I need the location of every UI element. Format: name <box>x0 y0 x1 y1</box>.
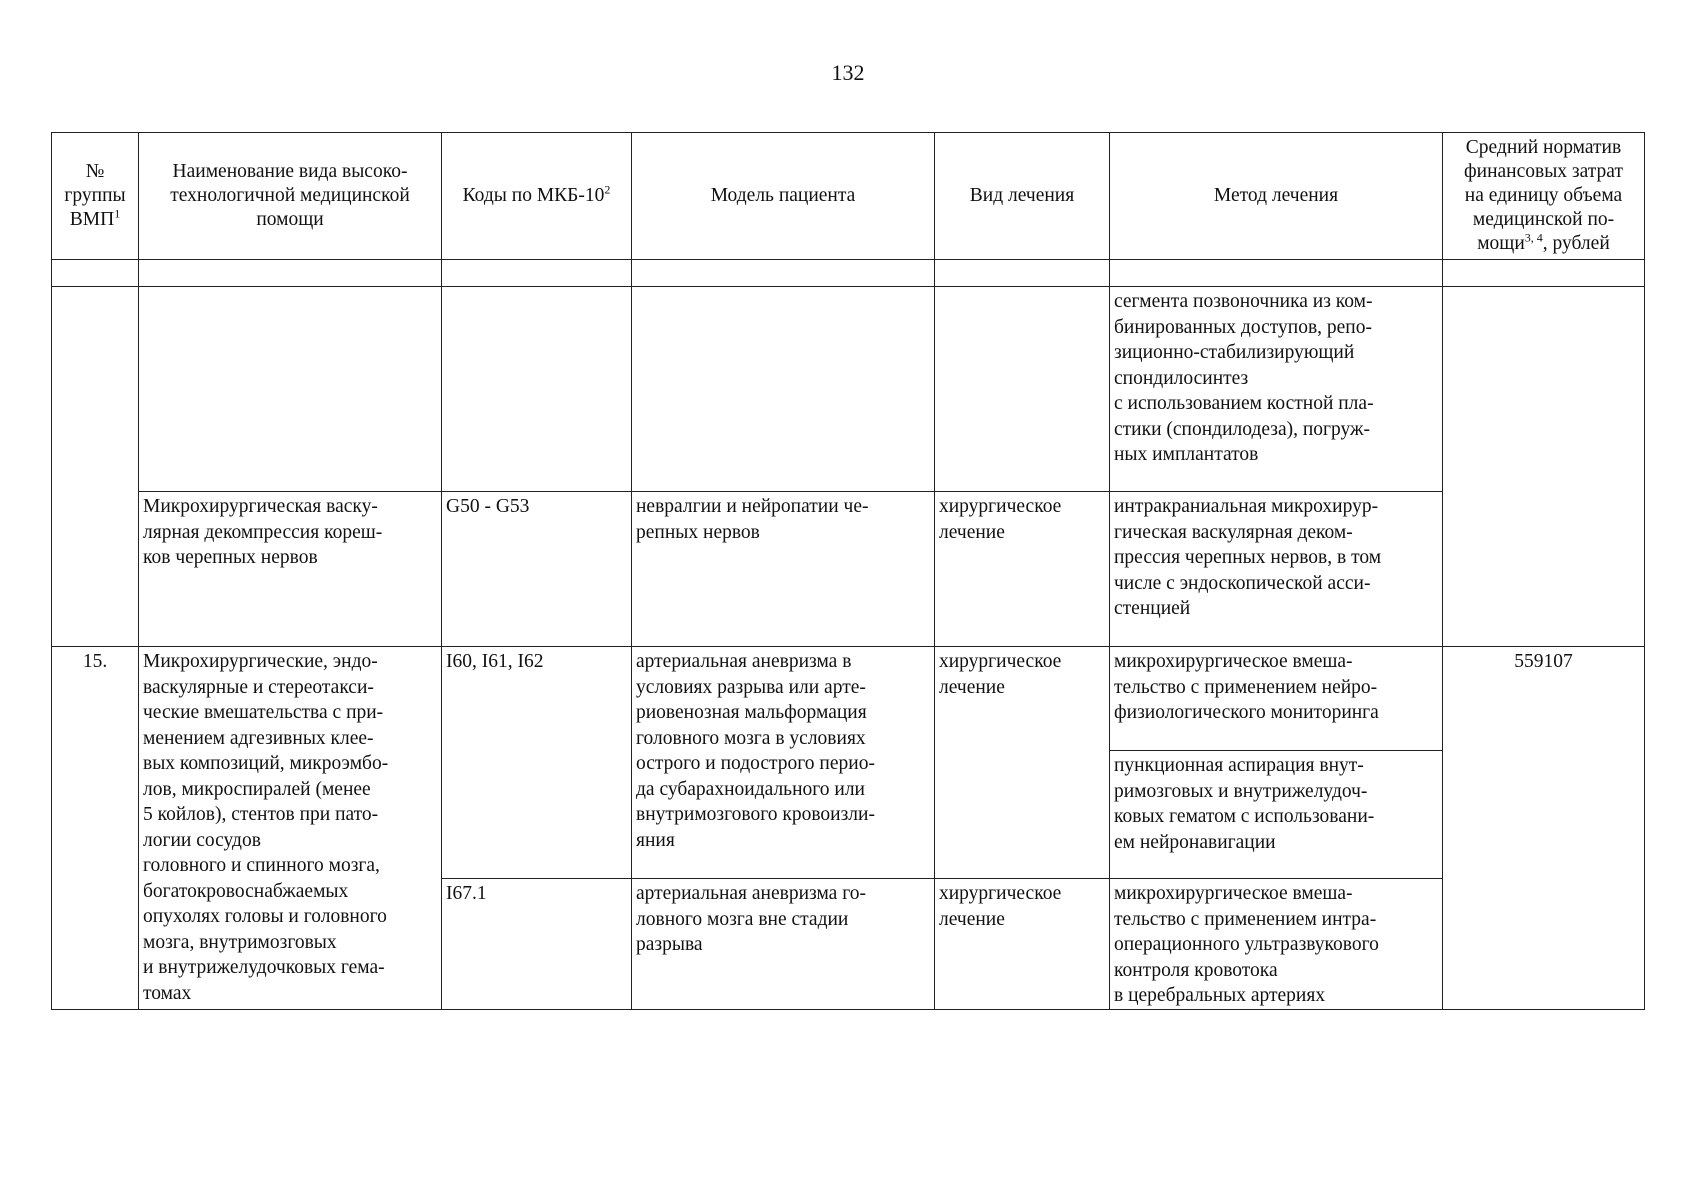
model-cell: невралгии и нейропатии че- репных нервов <box>632 492 935 647</box>
header-treatment-method: Метод лечения <box>1110 133 1443 260</box>
table-row <box>52 492 1645 647</box>
model-cell: артериальная аневризма в условиях разрыва или арте- риовенозная мальформация головного мозга в условиях острого и подострого перио- да субарахноидального или внутримозгового кровоизли- яния <box>632 647 935 879</box>
treatment-cell: хирургическое лечение <box>935 492 1110 647</box>
method-cell: микрохирургическое вмеша- тельство с применением нейро- физиологического мониторинга <box>1110 647 1443 751</box>
method-cell: микрохирургическое вмеша- тельство с применением интра- операционного ультразвукового контроля кровотока в церебральных артериях <box>1110 879 1443 1010</box>
cost-cell-empty <box>1443 287 1645 647</box>
codes-cell: I67.1 <box>442 879 632 1010</box>
group-cell-empty <box>52 287 139 647</box>
codes-cell: G50 - G53 <box>442 492 632 647</box>
header-patient-model: Модель пациента <box>632 133 935 260</box>
method-cell: интракраниальная микрохирур- гическая васкулярная деком- прессия черепных нервов, в том числе с эндоскопической асси- стенцией <box>1110 492 1443 647</box>
codes-cell: I60, I61, I62 <box>442 647 632 879</box>
name-cell: Микрохирургическая васку- лярная декомпрессия кореш- ков черепных нервов <box>139 492 442 647</box>
header-group-number: № группы ВМП$^1$ <box>52 133 139 260</box>
codes-cell <box>442 287 632 492</box>
treatment-cell: хирургическое лечение <box>935 879 1110 1010</box>
header-treatment-type: Вид лечения <box>935 133 1110 260</box>
header-icd-codes: Коды по МКБ-$10^2$ <box>442 133 632 260</box>
vmp-table <box>51 132 1645 1010</box>
table-row <box>52 647 1645 751</box>
header-care-type-name: Наименование вида высоко- технологичной медицинской помощи <box>139 133 442 260</box>
header-spacer-row <box>52 260 1645 287</box>
cost-cell: 559107 <box>1443 647 1645 1010</box>
page-number: 132 <box>831 60 865 85</box>
method-cell: сегмента позвоночника из ком- бинированных доступов, репо- зиционно-стабилизирующий спондилосинтез с использованием костной пла- стики (спондилодеза), погруж- ных имплантатов <box>1110 287 1443 492</box>
model-cell: артериальная аневризма го- ловного мозга вне стадии разрыва <box>632 879 935 1010</box>
name-cell: Микрохирургические, эндо- васкулярные и стереотакси- ческие вмешательства с при- менением адгезивных клее- вых композиций, микроэмбо- лов, микроспиралей (менее 5 койлов), стентов при пато- логии сосудов головного и спинного мозга, богатокровоснабжаемых опухолях головы и головного мозга, внутримозговых и внутрижелудочковых гема- томах <box>139 647 442 1010</box>
name-cell <box>139 287 442 492</box>
table-row <box>52 287 1645 492</box>
treatment-cell: хирургическое лечение <box>935 647 1110 879</box>
table-header-row <box>52 133 1645 260</box>
header-cost-norm: Средний норматив финансовых затрат на единицу объема медицинской по- мощи$^{3, 4}$, рублей <box>1443 133 1645 260</box>
group-number-cell: 15. <box>52 647 139 1010</box>
method-cell: пункционная аспирация внут- римозговых и внутрижелудоч- ковых гематом с использовани- ем нейронавигации <box>1110 751 1443 879</box>
treatment-cell <box>935 287 1110 492</box>
model-cell <box>632 287 935 492</box>
